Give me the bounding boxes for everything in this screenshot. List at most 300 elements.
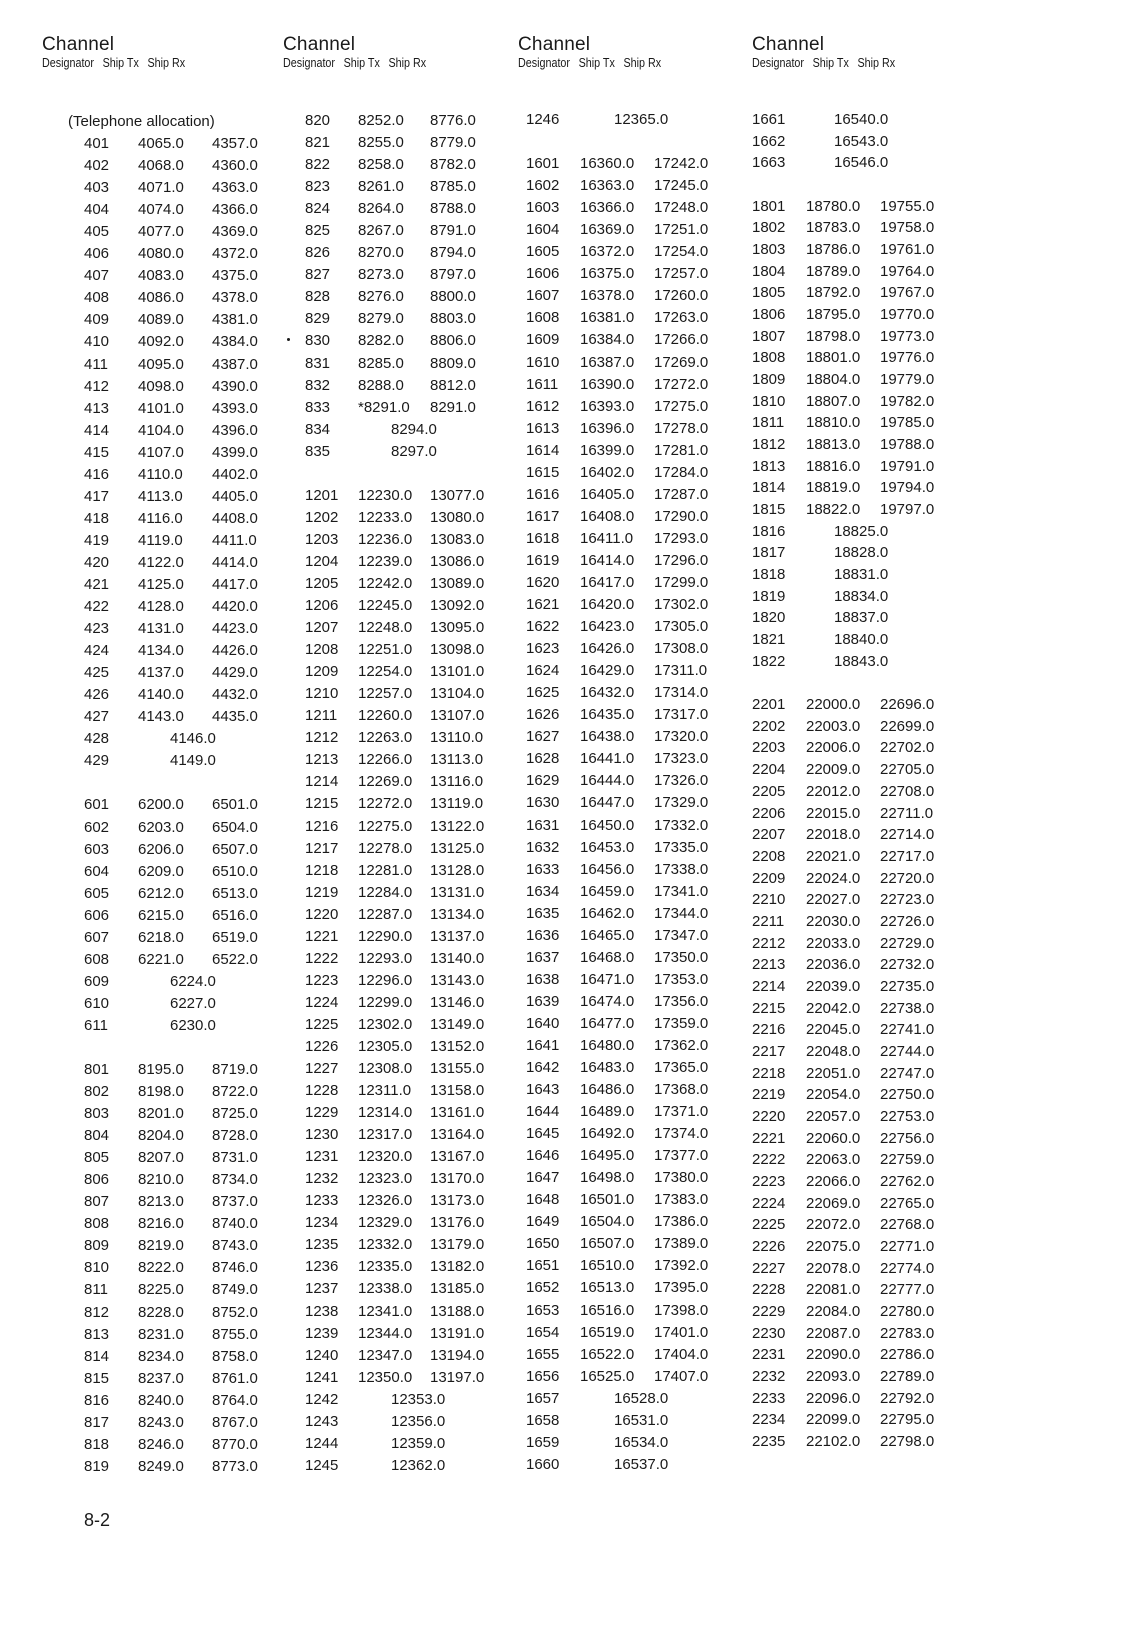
table-row [283,727,516,749]
ship-tx-frequency: 4065.0 [138,135,184,153]
ship-rx-frequency: 22723.0 [880,891,935,909]
ship-tx-label: Ship Tx [102,56,139,70]
channel-designator: 1661 [752,111,786,128]
ship-tx-frequency: 22021.0 [806,847,861,865]
ship-tx-frequency: 16444.0 [580,772,635,790]
ship-rx-frequency: 8722.0 [212,1083,258,1101]
table-row [42,265,282,287]
channel-designator: 833 [305,398,331,416]
channel-designator: 828 [305,288,331,306]
channel-designator: 1635 [526,904,560,922]
ship-tx-frequency: 4083.0 [138,267,184,285]
ship-tx-label: Ship Tx [343,56,380,70]
column-rows [283,110,516,1477]
ship-tx-frequency: 16417.0 [580,573,635,591]
table-row [42,243,282,265]
column-header-title: Channel [42,34,115,55]
channel-designator: 1647 [526,1169,560,1187]
ship-tx-frequency: 12263.0 [358,729,413,747]
table-row [752,1171,1002,1193]
ship-tx-frequency: 16369.0 [580,221,635,239]
channel-designator: 2232 [752,1367,786,1385]
ship-tx-frequency: 22090.0 [806,1346,861,1364]
table-row [42,1390,282,1412]
table-row [42,883,282,905]
table-row [752,434,1002,456]
table-row [283,132,516,154]
channel-designator: 2203 [752,739,786,757]
channel-designator: 2234 [752,1411,786,1429]
table-row [752,239,1002,261]
table-row [283,308,516,330]
table-row [518,219,751,241]
table-row [518,1300,751,1322]
table-row [283,441,516,463]
channel-designator: 1803 [752,241,786,259]
ship-rx-frequency: 6501.0 [212,796,258,814]
ship-rx-frequency: 17398.0 [654,1301,709,1319]
table-row [42,596,282,618]
table-row [42,817,282,839]
ship-rx-frequency: 13158.0 [430,1082,485,1100]
ship-tx-frequency: 16522.0 [580,1345,635,1363]
simplex-frequency: 18831.0 [834,566,889,584]
ship-tx-frequency: 4092.0 [138,333,184,351]
ship-rx-frequency: 8797.0 [430,266,476,284]
table-row [518,903,751,925]
table-row [518,352,751,374]
table-row [283,353,516,375]
ship-tx-frequency: 16414.0 [580,551,635,569]
ship-tx-frequency: 12329.0 [358,1214,413,1232]
ship-rx-label: Ship Rx [857,56,896,70]
channel-designator: 425 [84,664,110,682]
ship-tx-frequency: 6212.0 [138,884,184,902]
ship-rx-frequency: 17311.0 [654,662,708,680]
ship-tx-frequency: 16492.0 [580,1125,635,1143]
ship-rx-frequency: 13107.0 [430,707,485,725]
channel-designator: 1651 [526,1257,560,1275]
table-row [283,661,516,683]
channel-designator: 608 [84,950,110,968]
channel-designator: 2226 [752,1237,786,1255]
ship-tx-frequency: 8231.0 [138,1325,184,1343]
table-row [518,263,751,285]
channel-designator: 2214 [752,977,786,995]
table-row [283,793,516,815]
ship-rx-frequency: 13086.0 [430,552,485,570]
table-row [42,1125,282,1147]
channel-designator: 602 [84,818,110,836]
simplex-frequency: 16543.0 [834,132,889,150]
ship-tx-frequency: 8207.0 [138,1149,184,1167]
table-row [752,1063,1002,1085]
ship-rx-frequency: 13146.0 [430,993,485,1011]
ship-tx-frequency: 18798.0 [806,327,861,345]
channel-designator: 2208 [752,847,786,865]
channel-designator: 1230 [305,1126,339,1144]
ship-tx-frequency: 22075.0 [806,1237,861,1255]
ship-tx-frequency: 8213.0 [138,1193,184,1211]
ship-tx-frequency: 16453.0 [580,838,635,856]
channel-designator: 1613 [526,419,560,437]
ship-tx-frequency: 8237.0 [138,1369,184,1387]
table-row [42,1103,282,1125]
ship-tx-frequency: 16504.0 [580,1213,635,1231]
ship-rx-frequency: 17302.0 [654,596,709,614]
ship-rx-frequency: 22774.0 [880,1259,935,1277]
channel-designator: 428 [84,730,110,748]
table-row [42,1302,282,1324]
ship-rx-frequency: 17299.0 [654,573,709,591]
table-row [518,329,751,351]
simplex-frequency: 6224.0 [170,972,216,990]
table-row [518,175,751,197]
table-row [42,1081,282,1103]
channel-designator: 1616 [526,485,560,503]
table-row [518,418,751,440]
table-row [283,882,516,904]
ship-rx-frequency: 13167.0 [430,1148,485,1166]
ship-rx-frequency: 13101.0 [430,663,485,681]
table-row [518,969,751,991]
channel-designator: 1622 [526,618,560,636]
ship-rx-frequency: 8803.0 [430,310,476,328]
ship-tx-frequency: 16411.0 [580,529,634,547]
table-row [518,792,751,814]
channel-designator: 1658 [526,1411,560,1429]
ship-tx-frequency: 16486.0 [580,1081,635,1099]
ship-tx-frequency: 8201.0 [138,1105,184,1123]
ship-rx-frequency: 17329.0 [654,794,709,812]
channel-designator: 2206 [752,804,786,822]
ship-rx-frequency: 4414.0 [212,553,258,571]
channel-designator: 403 [84,179,110,197]
ship-tx-frequency: 16513.0 [580,1279,635,1297]
ship-rx-frequency: 17380.0 [654,1169,709,1187]
table-row [518,660,751,682]
channel-designator: 1802 [752,219,786,237]
ship-tx-frequency: 8240.0 [138,1391,184,1409]
channel-designator: 1225 [305,1015,339,1033]
ship-tx-frequency: 22066.0 [806,1172,861,1190]
table-row [283,771,516,793]
ship-rx-frequency: 4405.0 [212,487,258,505]
channel-designator: 2228 [752,1281,786,1299]
ship-tx-frequency: 8234.0 [138,1347,184,1365]
ship-tx-frequency: 12284.0 [358,883,413,901]
ship-tx-frequency: 16405.0 [580,485,635,503]
channel-designator: 826 [305,244,331,262]
simplex-frequency: 6230.0 [170,1016,216,1034]
ship-tx-frequency: 22057.0 [806,1107,861,1125]
ship-tx-frequency: 8273.0 [358,266,404,284]
ship-rx-frequency: 19779.0 [880,371,935,389]
channel-designator: 1625 [526,684,560,702]
channel-designator: 423 [84,620,110,638]
spacer-row [752,672,1002,694]
ship-rx-frequency: 22738.0 [880,999,935,1017]
ship-tx-frequency: 12269.0 [358,773,413,791]
ship-tx-frequency: 16441.0 [580,750,635,768]
ship-rx-frequency: 17290.0 [654,507,709,525]
ship-tx-frequency: 6221.0 [138,950,184,968]
ship-tx-frequency: 16483.0 [580,1059,635,1077]
column-header-title: Channel [752,34,825,55]
table-row [283,154,516,176]
table-row [752,131,1002,153]
ship-rx-frequency: 8291.0 [430,398,476,416]
table-row [283,507,516,529]
ship-tx-frequency: 8216.0 [138,1215,184,1233]
channel-designator: 2233 [752,1389,786,1407]
channel-designator: 1813 [752,457,786,475]
ship-tx-frequency: 4128.0 [138,598,184,616]
ship-rx-frequency: 22717.0 [880,847,935,865]
simplex-frequency: 18825.0 [834,522,889,540]
table-row [752,217,1002,239]
ship-rx-frequency: 8782.0 [430,156,476,174]
ship-rx-frequency: 4375.0 [212,267,258,285]
ship-tx-frequency: 18822.0 [806,501,861,519]
channel-designator: 407 [84,267,110,285]
ship-tx-frequency: 16360.0 [580,155,635,173]
channel-designator: 1650 [526,1235,560,1253]
ship-tx-frequency: 8285.0 [358,354,404,372]
page-number: 8-2 [84,1510,111,1530]
ship-rx-frequency: 13143.0 [430,971,485,989]
table-row [518,484,751,506]
table-row [283,595,516,617]
ship-tx-frequency: 22000.0 [806,696,861,714]
ship-rx-frequency: 8806.0 [430,332,476,350]
ship-rx-frequency: 8785.0 [430,178,476,196]
channel-designator: 805 [84,1149,110,1167]
table-row [283,617,516,639]
ship-rx-frequency: 22768.0 [880,1216,935,1234]
simplex-frequency: 12359.0 [391,1434,446,1452]
channel-designator: 1646 [526,1147,560,1165]
table-row [518,837,751,859]
table-row [42,839,282,861]
ship-tx-frequency: 22042.0 [806,999,861,1017]
table-row [283,639,516,661]
ship-rx-frequency: 6510.0 [212,862,258,880]
table-row [752,998,1002,1020]
ship-rx-frequency: 6504.0 [212,818,258,836]
ship-tx-frequency: 12278.0 [358,839,413,857]
ship-tx-frequency: 16456.0 [580,860,635,878]
ship-rx-frequency: 22762.0 [880,1172,935,1190]
ship-tx-frequency: 8276.0 [358,288,404,306]
simplex-frequency: 16546.0 [834,154,889,172]
ship-tx-frequency: 16516.0 [580,1301,635,1319]
channel-designator: 1624 [526,662,560,680]
ship-tx-frequency: 22045.0 [806,1021,861,1039]
ship-rx-frequency: 22759.0 [880,1151,935,1169]
table-row [283,573,516,595]
channel-designator: 1632 [526,838,560,856]
spacer-row [42,772,282,794]
table-row [518,1145,751,1167]
ship-rx-frequency: 19797.0 [880,501,935,519]
ship-tx-frequency: 8279.0 [358,310,404,328]
channel-designator: 1210 [305,685,339,703]
channel-designator: 2207 [752,826,786,844]
ship-tx-frequency: 18780.0 [806,197,861,215]
ship-rx-frequency: 13173.0 [430,1192,485,1210]
table-row [518,440,751,462]
table-row [518,1432,751,1454]
channel-designator: 1244 [305,1434,339,1452]
channel-designator: 2220 [752,1107,786,1125]
ship-rx-frequency: 8779.0 [430,134,476,152]
table-row [283,1345,516,1367]
channel-designator: 804 [84,1127,110,1145]
ship-rx-frequency: 22735.0 [880,977,935,995]
table-row [518,528,751,550]
table-row [752,477,1002,499]
ship-tx-frequency: 16525.0 [580,1367,635,1385]
ship-rx-frequency: 22750.0 [880,1086,935,1104]
table-row [752,737,1002,759]
channel-designator: 610 [84,994,110,1012]
channel-designator: 1611 [526,375,559,393]
simplex-frequency: 6227.0 [170,994,216,1012]
ship-rx-frequency: 8776.0 [430,112,476,129]
ship-rx-frequency: 13194.0 [430,1346,485,1364]
channel-designator: 429 [84,752,110,770]
ship-rx-frequency: 17242.0 [654,155,709,173]
channel-designator: 1239 [305,1324,339,1342]
simplex-frequency: 16528.0 [614,1389,669,1407]
channel-designator: 2201 [752,696,786,714]
ship-tx-frequency: 22087.0 [806,1324,861,1342]
ship-rx-frequency: 17281.0 [654,441,709,459]
simplex-frequency: 16540.0 [834,111,889,128]
ship-tx-frequency: 18810.0 [806,414,861,432]
ship-tx-frequency: 16510.0 [580,1257,635,1275]
channel-designator: 1654 [526,1323,560,1341]
ship-tx-frequency: 12272.0 [358,795,413,813]
ship-tx-frequency: 16471.0 [580,970,635,988]
ship-tx-frequency: 4077.0 [138,223,184,241]
channel-designator: 1648 [526,1191,560,1209]
ship-tx-frequency: 16438.0 [580,728,635,746]
table-row [283,992,516,1014]
ship-rx-frequency: 4381.0 [212,311,258,329]
table-row [283,970,516,992]
ship-tx-frequency: 16402.0 [580,463,635,481]
ship-tx-frequency: 18786.0 [806,241,861,259]
table-row [283,485,516,507]
channel-designator: 2213 [752,956,786,974]
channel-designator: 402 [84,157,110,175]
ship-tx-frequency: 4095.0 [138,355,184,373]
table-row [752,1323,1002,1345]
channel-designator: 1626 [526,706,560,724]
ship-rx-frequency: 4366.0 [212,201,258,219]
channel-designator: 416 [84,465,110,483]
channel-designator: 1219 [305,883,339,901]
table-row [283,286,516,308]
channel-designator: 2215 [752,999,786,1017]
allocation-note: (Telephone allocation) [68,113,215,130]
ship-tx-frequency: 18792.0 [806,284,861,302]
ship-rx-frequency: 13116.0 [430,773,484,791]
channel-designator: 1609 [526,331,560,349]
channel-designator: 1238 [305,1302,339,1320]
ship-tx-frequency: 4116.0 [138,509,183,527]
channel-designator: 1602 [526,177,560,195]
channel-designator: 422 [84,598,110,616]
ship-rx-frequency: 13137.0 [430,927,485,945]
table-row [752,347,1002,369]
channel-designator: 825 [305,222,331,240]
ship-rx-frequency: 13182.0 [430,1258,485,1276]
channel-designator: 2230 [752,1324,786,1342]
channel-designator: 1604 [526,221,560,239]
table-row [518,1366,751,1388]
table-row [752,716,1002,738]
table-row [518,859,751,881]
table-row [283,110,516,132]
table-row [42,309,282,331]
table-row [752,694,1002,716]
table-row [518,991,751,1013]
ship-tx-frequency: 22006.0 [806,739,861,757]
ship-tx-frequency: 12257.0 [358,685,413,703]
channel-designator: 2231 [752,1346,786,1364]
ship-tx-frequency: 8249.0 [138,1457,184,1475]
table-row [283,904,516,926]
table-row [42,1235,282,1257]
ship-rx-frequency: 13179.0 [430,1236,485,1254]
channel-designator: 1808 [752,349,786,367]
channel-designator: 815 [84,1369,110,1387]
table-row [283,198,516,220]
ship-tx-frequency: 22054.0 [806,1086,861,1104]
ship-tx-frequency: 12311.0 [358,1082,412,1100]
channel-designator: 1240 [305,1346,339,1364]
ship-rx-frequency: 17248.0 [654,199,709,217]
stray-dot-mark [287,338,290,341]
table-row [752,607,1002,629]
spacer-row [42,1037,282,1059]
ship-rx-frequency: 17317.0 [654,706,709,724]
channel-designator: 2225 [752,1216,786,1234]
table-row [42,1213,282,1235]
simplex-frequency: 4146.0 [170,730,216,748]
table-row [42,1015,282,1037]
channel-designator: 1818 [752,566,786,584]
ship-rx-frequency: 17362.0 [654,1036,709,1054]
ship-tx-frequency: 18783.0 [806,219,861,237]
ship-tx-frequency: 18801.0 [806,349,861,367]
ship-tx-frequency: 8288.0 [358,376,404,394]
ship-rx-frequency: 19776.0 [880,349,935,367]
column-header-title: Channel [518,34,591,55]
channel-designator: 811 [84,1281,108,1299]
ship-rx-frequency: 17395.0 [654,1279,709,1297]
table-row [283,330,516,352]
channel-designator: 410 [84,333,110,351]
ship-rx-frequency: 17341.0 [654,882,709,900]
channel-designator: 420 [84,553,110,571]
ship-rx-frequency: 22696.0 [880,696,935,714]
channel-designator: 2221 [752,1129,786,1147]
ship-rx-frequency: 22729.0 [880,934,935,952]
